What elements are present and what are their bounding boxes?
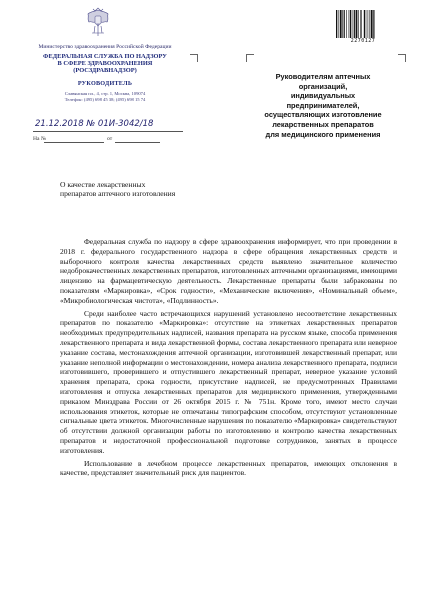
underline: [44, 142, 104, 143]
phone-line: Телефон: (495) 698 45 38; (495) 698 15 74: [64, 96, 146, 102]
agency-line: (РОСЗДРАВНАДЗОР): [73, 67, 137, 75]
letter-body: [60, 237, 397, 481]
ref-date-label: от: [107, 136, 113, 142]
sender-header: [30, 44, 180, 102]
body-paragraph: Федеральная служба по надзору в сфере здравоохранения информирует, что при проведении в 2018 г. федерального государственного надзора в сфере обращения лекарственных средств и выборочного контроля качества лекарственных средств выявлено значительное количество недоброкачественных лекарственных препаратов, изготовленных аптечными организациями, имеющими лицензию на фармацевтическую деятельность. Лекарственные препараты были забракованы по показателям «Маркировка», «Срок годности», «Механические включения», «Номинальный объем», «Микробиологическая чистота», «Подлинность».: [60, 237, 397, 305]
barcode-number: 2270127: [350, 38, 376, 44]
barcode-bar: [354, 10, 355, 38]
barcode-bar: [370, 10, 371, 38]
barcode-bar: [342, 10, 343, 38]
barcode-bar: [366, 10, 367, 38]
barcode-bar: [340, 10, 342, 38]
barcode-bar: [336, 10, 337, 38]
barcode-bar: [371, 10, 373, 38]
recipient-line: осуществляющих изготовление: [264, 110, 382, 120]
recipient-line: лекарственных препаратов: [272, 119, 374, 129]
agency-line: ФЕДЕРАЛЬНАЯ СЛУЖБА ПО НАДЗОРУ: [43, 52, 167, 60]
corner-mark: [246, 54, 254, 62]
barcode: [336, 10, 390, 38]
barcode-bar: [364, 10, 365, 38]
corner-mark: [398, 54, 406, 62]
barcode-bar: [344, 10, 345, 38]
ministry-name: Министерство здравоохранения Российской Федерации: [38, 44, 172, 50]
recipient-block: [240, 72, 406, 139]
barcode-bar: [352, 10, 353, 38]
barcode-bar: [373, 10, 374, 38]
barcode-bar: [368, 10, 369, 38]
ref-number-label: На №: [33, 136, 47, 142]
barcode-bar: [358, 10, 359, 38]
body-paragraph: Использование в лечебном процессе лекарственных препаратов, имеющих отклонения в качестве, представляет значительный риск для пациентов.: [60, 458, 397, 478]
recipient-line: Руководителям аптечных: [275, 72, 371, 81]
body-paragraph: Среди наиболее часто встречающихся нарушений установлено несоответствие лекарственных препаратов по показателю «Маркировка»: отсутствие на этикетках лекарственных препаратов необходимых предупредительных надписей, названия препарата на русском языке, способа применения лекарственного препарата и вида лекарственной формы, состава лекарственного препарата или неверное указание состава, местонахождения аптечной организации, изготовившей лекарственный препарат, или указание неполной информации о местонахождении, номера анализа лекарственного препарата, подписи изготовившего, проверившего и отпустившего лекарственный препарат, неверное указание условий хранения препарата, срока годности, присутствие надписей, не предусмотренных Правилами изготовления и отпуска лекарственных препаратов для медицинского применения, утвержденными приказом Минздрава России от 26 октября 2015 г. № 751н. Кроме того, имеют место случаи использования этикеток, которые не отпечатаны типографским способом, отсутствуют установленные сигнальные цвета этикеток. Многочисленные нарушения по показателю «Маркировка» свидетельствуют об отсутствии должной организации работы по изготовлению и контролю качества лекарственных препаратов и недостаточной профессиональной подготовке сотрудников, занятых в процессе изготовления.: [60, 308, 397, 455]
reference-line: [33, 136, 183, 146]
address-line: Славянская пл., 4, стр. 1, Москва, 109074: [64, 90, 146, 96]
coat-of-arms-icon: [83, 6, 113, 40]
signatory-title: РУКОВОДИТЕЛЬ: [77, 79, 133, 87]
recipient-line: индивидуальных: [290, 91, 356, 101]
registration-line: [33, 120, 183, 132]
agency-line: В СФЕРЕ ЗДРАВООХРАНЕНИЯ: [57, 60, 153, 67]
subject-line: препаратов аптечного изготовления: [60, 189, 176, 199]
subject-line: О качестве лекарственных: [60, 180, 146, 189]
letter-subject: [60, 180, 175, 198]
sender-address: [30, 91, 180, 103]
barcode-bar: [360, 10, 361, 38]
barcode-bar: [346, 10, 347, 38]
barcode-bar: [361, 10, 362, 38]
recipient-line: организаций,: [298, 81, 348, 91]
handwritten-registration: 21.12.2018 № 01И-3042/18: [35, 119, 154, 129]
agency-name: [30, 53, 180, 75]
barcode-bar: [349, 10, 350, 38]
recipient-line: предпринимателей,: [286, 100, 360, 110]
recipient-line: для медицинского применения: [265, 129, 381, 139]
barcode-bar: [356, 10, 358, 38]
barcode-bar: [350, 10, 351, 38]
underline: [33, 131, 183, 132]
corner-mark: [190, 54, 198, 62]
barcode-bar: [338, 10, 339, 38]
underline: [115, 142, 160, 143]
